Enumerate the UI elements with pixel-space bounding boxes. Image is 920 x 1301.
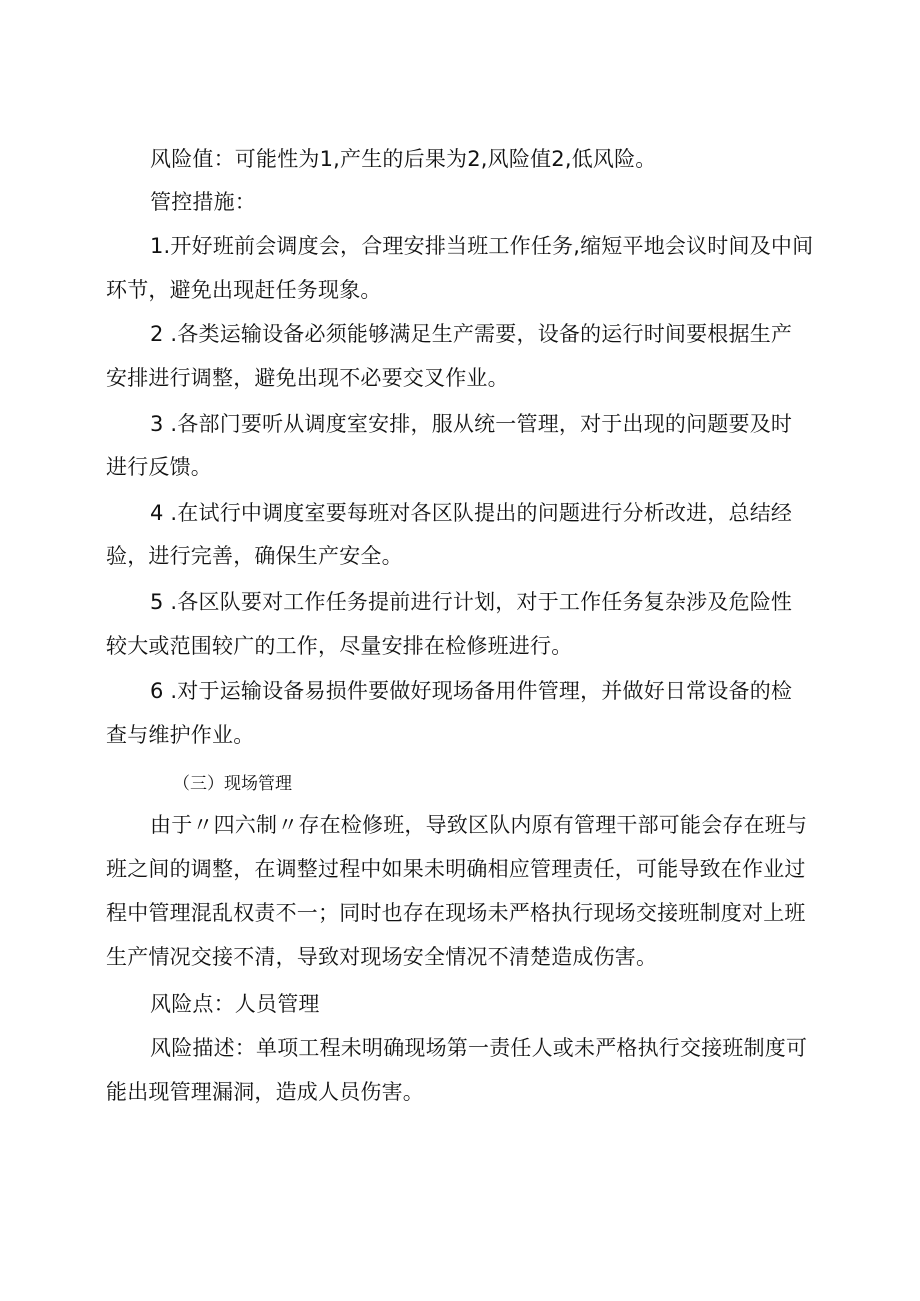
risk-point-line: 风险点：人员管理 (150, 992, 320, 1016)
site-para-line-3: 程中管理混乱权责不一；同时也存在现场未严格执行现场交接班制度对上班 (106, 901, 806, 925)
measure-5-line-1: 5 .各区队要对工作任务提前进行计划，对于工作任务复杂涉及危险性 (150, 590, 793, 614)
risk-description-line-2: 能出现管理漏洞，造成人员伤害。 (106, 1080, 424, 1104)
section-heading-site-management: （三）现场管理 (173, 774, 292, 794)
measure-1-line-1: 1.开好班前会调度会，合理安排当班工作任务,缩短平地会议时间及中间 (150, 234, 814, 258)
site-para-line-1: 由于〃四六制〃存在检修班，导致区队内原有管理干部可能会存在班与 (150, 813, 808, 837)
control-measures-heading: 管控措施： (150, 190, 256, 214)
measure-3-line-1: 3 .各部门要听从调度室安排，服从统一管理，对于出现的问题要及时 (150, 412, 793, 436)
measure-1-line-2: 环节，避免出现赶任务现象。 (106, 278, 382, 302)
measure-4-line-1: 4 .在试行中调度室要每班对各区队提出的问题进行分析改进，总结经 (150, 501, 793, 525)
site-para-line-4: 生产情况交接不清，导致对现场安全情况不清楚造成伤害。 (106, 945, 658, 969)
site-para-line-2: 班之间的调整，在调整过程中如果未明确相应管理责任，可能导致在作业过 (106, 857, 806, 881)
measure-6-line-2: 查与维护作业。 (106, 723, 255, 747)
measure-6-line-1: 6 .对于运输设备易损件要做好现场备用件管理，并做好日常设备的检 (150, 679, 793, 703)
measure-5-line-2: 较大或范围较广的工作，尽量安排在检修班进行。 (106, 634, 573, 658)
measure-2-line-1: 2 .各类运输设备必须能够满足生产需要，设备的运行时间要根据生产 (150, 322, 793, 346)
risk-description-line-1: 风险描述：单项工程未明确现场第一责任人或未严格执行交接班制度可 (150, 1036, 808, 1060)
measure-3-line-2: 进行反馈。 (106, 455, 212, 479)
measure-4-line-2: 验，进行完善，确保生产安全。 (106, 544, 403, 568)
risk-value-line: 风险值：可能性为1,产生的后果为2,风险值2,低风险。 (150, 147, 657, 171)
measure-2-line-2: 安排进行调整，避免出现不必要交叉作业。 (106, 366, 509, 390)
